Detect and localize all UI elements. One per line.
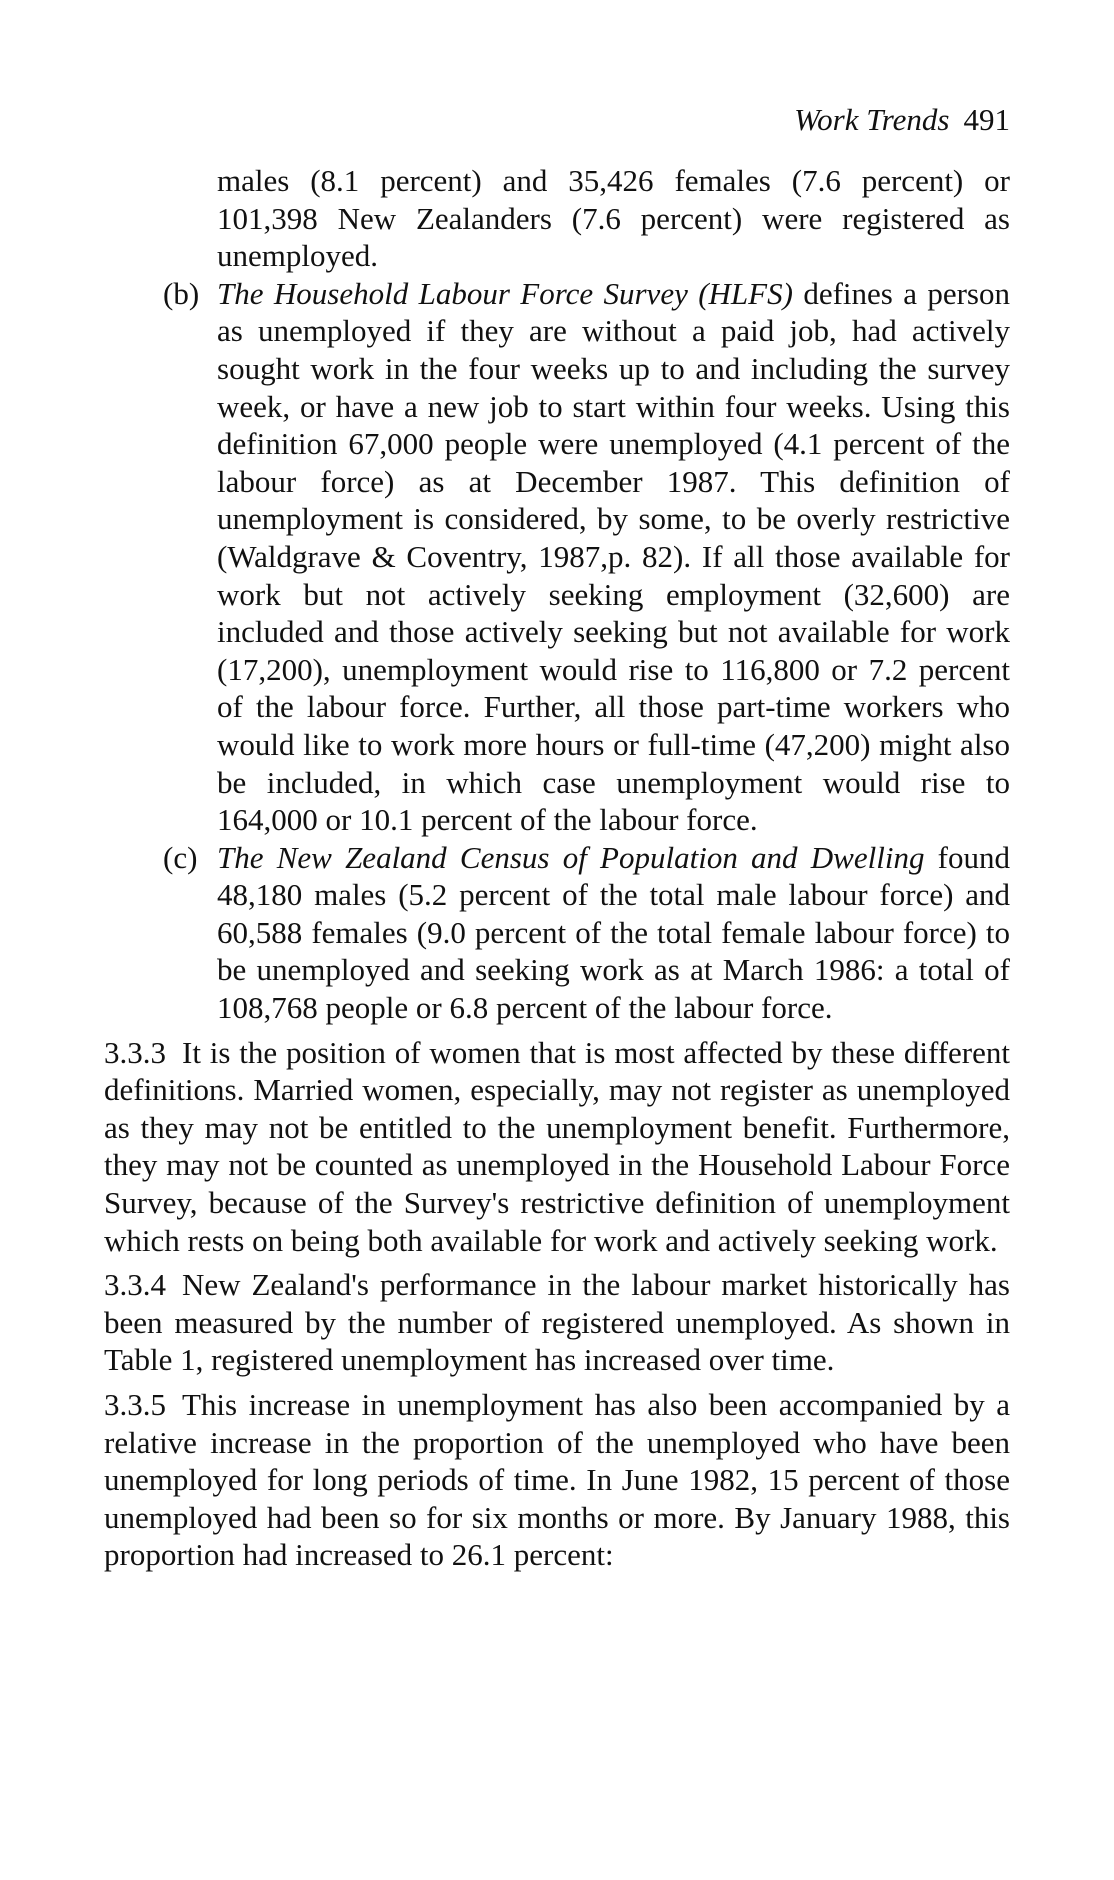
- paragraph-text: It is the position of women that is most affected by these different definitions. Married women, especially, may not register as unemployed as they may not be entitled to the unemployment benefit. Furthermore, they may not be counted as unemployed in the Household Labour Force Survey, because of the Survey's restrictive definition of unemployment which rests on being both available for work and actively seeking work.: [104, 1034, 1010, 1258]
- paragraph-text: New Zealand's performance in the labour market historically has been measured by the number of registered unemployed. As shown in Table 1, registered unemployment has increased over time.: [104, 1267, 1010, 1378]
- hlfs-title: The Household Labour Force Survey (HLFS): [217, 275, 793, 311]
- paragraph-3-3-4: [104, 1266, 1010, 1379]
- paragraph-number: 3.3.4: [104, 1267, 166, 1303]
- running-title: Work Trends: [794, 102, 950, 137]
- list-marker-b: (b): [163, 275, 200, 311]
- page-number: 491: [963, 102, 1010, 137]
- list-item-c: [104, 839, 1010, 1027]
- body-text: [104, 162, 1010, 1574]
- list-item-b: [104, 275, 1010, 839]
- paragraph-3-3-5: [104, 1386, 1010, 1574]
- census-title: The New Zealand Census of Population and Dwelling: [217, 839, 925, 875]
- list-item-c-text: found 48,180 males (5.2 percent of the total male labour force) and 60,588 females (9.0 percent of the total female labour force) to be unemployed and seeking work as at March 1986: a total of 108,768 people or 6.8 percent of the labour force.: [217, 839, 1011, 1026]
- running-header: [794, 100, 1010, 140]
- paragraph-number: 3.3.3: [104, 1034, 166, 1070]
- list-item-b-text: defines a person as unemployed if they are without a paid job, had actively sought work in the four weeks up to and including the survey week, or have a new job to start within four weeks. Using this definition 67,000 people were unemployed (4.1 percent of the labour force) as at December 1987. This definition of unemployment is considered, by some, to be overly restrictive (Waldgrave & Coventry, 1987,p. 82). If all those available for work but not actively seeking employment (32,600) are included and those actively seeking but not available for work (17,200), unemployment would rise to 116,800 or 7.2 percent of the labour force. Further, all those part-time workers who would like to work more hours or full-time (47,200) might also be included, in which case unemployment would rise to 164,000 or 10.1 percent of the labour force.: [217, 275, 1010, 838]
- paragraph-number: 3.3.5: [104, 1387, 166, 1422]
- continued-paragraph: males (8.1 percent) and 35,426 females (7.6 percent) or 101,398 New Zealanders (7.6 percent) were registered as unemployed.: [217, 163, 1010, 274]
- paragraph-3-3-3: [104, 1034, 1010, 1260]
- list-marker-c: (c): [163, 839, 198, 875]
- paragraph-text: This increase in unemployment has also been accompanied by a relative increase in the proportion of the unemployed who have been unemployed for long periods of time. In June 1982, 15 percent of those unemployed had been so for six months or more. By January 1988, this proportion had increased to 26.1 percent:: [104, 1387, 1010, 1573]
